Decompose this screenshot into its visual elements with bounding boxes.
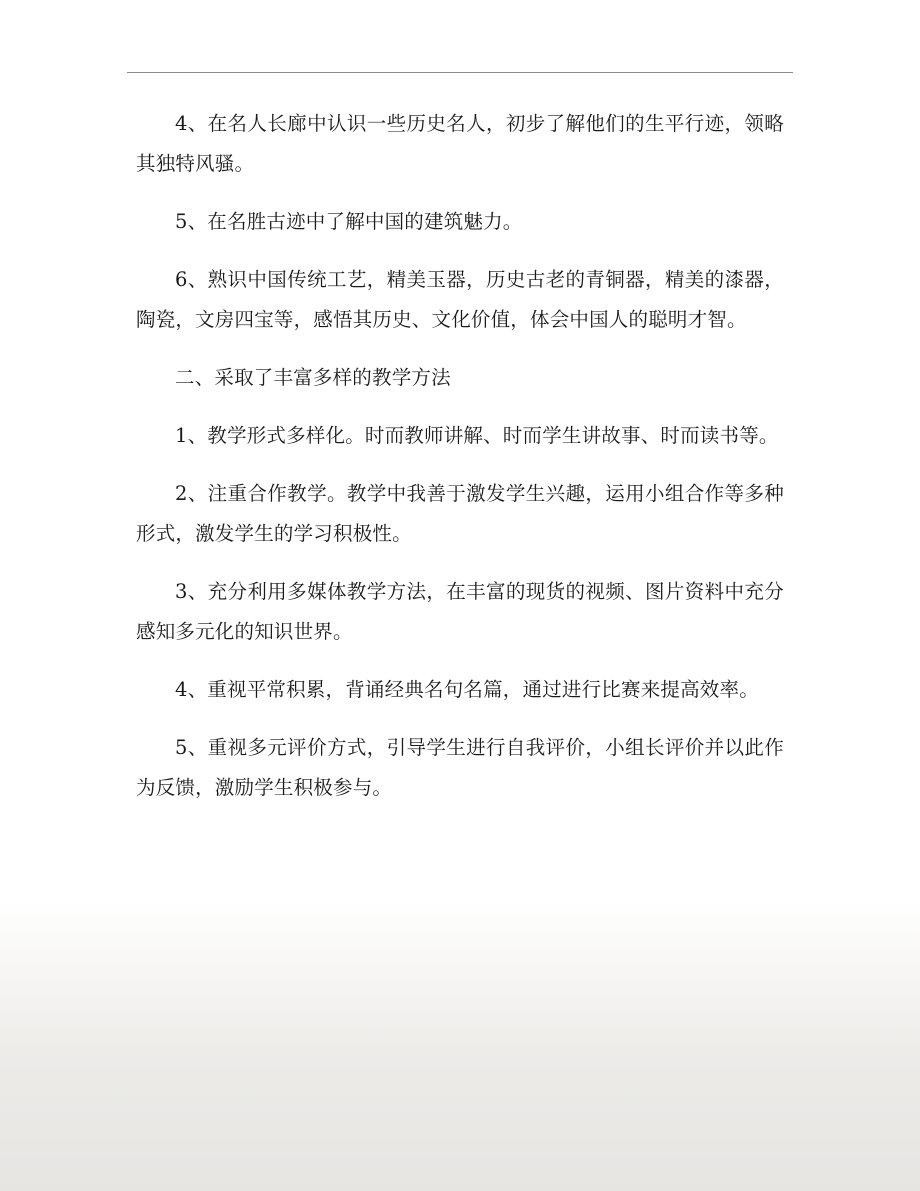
paragraph-item-4-famous-people: 4、在名人长廊中认识一些历史名人，初步了解他们的生平行迹，领略其独特风骚。 [136, 112, 784, 175]
header-rule [127, 72, 793, 73]
paragraph-method-1: 1、教学形式多样化。时而教师讲解、时而学生讲故事、时而读书等。 [175, 424, 779, 447]
paragraph-method-4: 4、重视平常积累，背诵经典名句名篇，通过进行比赛来提高效率。 [175, 678, 759, 701]
section-heading-teaching-methods: 二、采取了丰富多样的教学方法 [175, 366, 451, 389]
paragraph-method-3: 3、充分利用多媒体教学方法，在丰富的现货的视频、图片资料中充分感知多元化的知识世界。 [136, 580, 784, 643]
document-body [136, 104, 784, 808]
paragraph-item-6-traditional-crafts: 6、熟识中国传统工艺，精美玉器，历史古老的青铜器，精美的漆器，陶瓷，文房四宝等，感悟其历史、文化价值，体会中国人的聪明才智。 [136, 268, 784, 331]
paragraph-method-2: 2、注重合作教学。教学中我善于激发学生兴趣，运用小组合作等多种形式，激发学生的学习积极性。 [136, 482, 784, 545]
paragraph-item-5-historic-sites: 5、在名胜古迹中了解中国的建筑魅力。 [175, 210, 523, 233]
paragraph-method-5: 5、重视多元评价方式，引导学生进行自我评价，小组长评价并以此作为反馈，激励学生积极参与。 [136, 736, 784, 799]
